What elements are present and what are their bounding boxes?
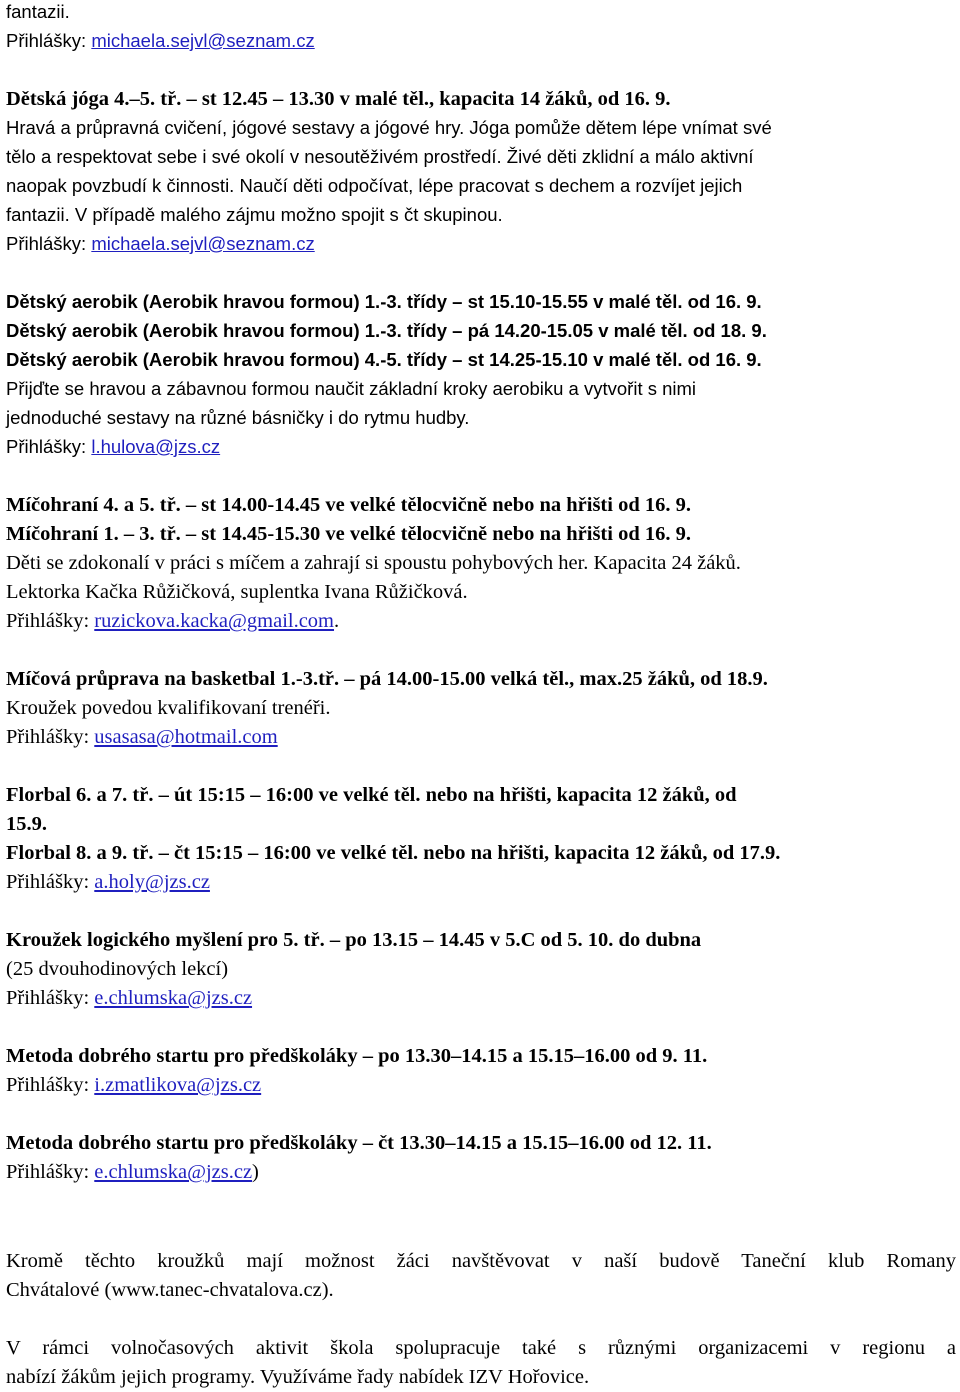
signup-line <box>6 29 315 53</box>
text-line: naopak povzbudí k činnosti. Naučí děti odpočívat, lépe pracovat s dechem a rozvíjet jejich <box>6 175 743 196</box>
signup-line <box>6 1073 261 1097</box>
signup-label: Přihlášky: <box>6 610 95 632</box>
signup-line <box>6 725 278 749</box>
text-line: Kroužek povedou kvalifikovaní trenéři. <box>6 697 331 719</box>
section-heading-florbal: 15.9. <box>6 813 47 835</box>
signup-line <box>6 609 339 633</box>
email-link[interactable]: e.chlumska@jzs.cz <box>94 987 253 1009</box>
email-link[interactable]: a.holy@jzs.cz <box>94 871 210 893</box>
signup-line <box>6 870 210 894</box>
signup-label: Přihlášky: <box>6 1074 95 1096</box>
text-line: Lektorka Kačka Růžičková, suplentka Ivana Růžičková. <box>6 581 468 603</box>
signup-line <box>6 986 252 1010</box>
text-line: Chvátalové (www.tanec-chvatalova.cz). <box>6 1279 334 1301</box>
email-link[interactable]: michaela.sejvl@seznam.cz <box>91 233 315 254</box>
email-link[interactable]: usasasa@hotmail.com <box>94 726 278 748</box>
email-link[interactable]: i.zmatlikova@jzs.cz <box>94 1074 262 1096</box>
text-line: fantazii. V případě malého zájmu možno spojit s čt skupinou. <box>6 204 503 225</box>
text-line: nabízí žákům jejich programy. Využíváme řady nabídek IZV Hořovice. <box>6 1366 590 1388</box>
section-heading-aerobic: Dětský aerobik (Aerobik hravou formou) 1.-3. třídy – st 15.10-15.55 v malé těl. od 16. 9. <box>6 291 762 312</box>
text-line: jednoduché sestavy na různé básničky i do rytmu hudby. <box>6 407 470 428</box>
text-line: V rámci volnočasových aktivit škola spolupracuje také s různými organizacemi v regionu a <box>6 1337 956 1359</box>
section-heading-basket: Míčová průprava na basketbal 1.-3.tř. – pá 14.00-15.00 velká těl., max.25 žáků, od 18.9. <box>6 668 768 690</box>
text-line: Děti se zdokonalí v práci s míčem a zahrají si spoustu pohybových her. Kapacita 24 žáků. <box>6 552 741 574</box>
section-heading-ball: Míčohraní 1. – 3. tř. – st 14.45-15.30 ve velké tělocvičně nebo na hřišti od 16. 9. <box>6 523 691 545</box>
section-heading-florbal: Florbal 8. a 9. tř. – čt 15:15 – 16:00 ve velké těl. nebo na hřišti, kapacita 12 žáků, od 17.9. <box>6 842 781 864</box>
email-link[interactable]: l.hulova@jzs.cz <box>91 436 221 457</box>
section-heading-ball: Míčohraní 4. a 5. tř. – st 14.00-14.45 ve velké tělocvičně nebo na hřišti od 16. 9. <box>6 494 691 516</box>
signup-label: Přihlášky: <box>6 726 95 748</box>
signup-label: Přihlášky: <box>6 30 92 51</box>
email-link[interactable]: michaela.sejvl@seznam.cz <box>91 30 315 51</box>
signup-label: Přihlášky: <box>6 436 92 457</box>
section-heading-yoga: Dětská jóga 4.–5. tř. – st 12.45 – 13.30 v malé těl., kapacita 14 žáků, od 16. 9. <box>6 88 671 110</box>
signup-line <box>6 435 220 459</box>
email-link[interactable]: ruzickova.kacka@gmail.com <box>94 610 335 632</box>
signup-label: Přihlášky: <box>6 233 92 254</box>
section-heading-aerobic: Dětský aerobik (Aerobik hravou formou) 4.-5. třídy – st 14.25-15.10 v malé těl. od 16. 9. <box>6 349 762 370</box>
signup-label: Přihlášky: <box>6 1161 95 1183</box>
section-heading-florbal: Florbal 6. a 7. tř. – út 15:15 – 16:00 ve velké těl. nebo na hřišti, kapacita 12 žáků, od <box>6 784 737 806</box>
signup-line <box>6 232 315 256</box>
email-link[interactable]: e.chlumska@jzs.cz <box>94 1161 253 1183</box>
text-line: Přijďte se hravou a zábavnou formou naučit základní kroky aerobiku a vytvořit s nimi <box>6 378 697 399</box>
signup-label: Přihlášky: <box>6 987 95 1009</box>
text-line: (25 dvouhodinových lekcí) <box>6 958 229 980</box>
signup-line <box>6 1160 259 1184</box>
signup-suffix: ) <box>252 1161 259 1183</box>
text-line: tělo a respektovat sebe i své okolí v nesoutěživém prostředí. Živé děti zklidní a málo aktivní <box>6 146 754 167</box>
text-line: fantazii. <box>6 1 70 22</box>
signup-label: Přihlášky: <box>6 871 95 893</box>
text-line: Hravá a průpravná cvičení, jógové sestavy a jógové hry. Jóga pomůže dětem lépe vnímat své <box>6 117 772 138</box>
text-line: Kromě těchto kroužků mají možnost žáci navštěvovat v naší budově Taneční klub Romany <box>6 1250 956 1272</box>
section-heading-logic: Kroužek logického myšlení pro 5. tř. – po 13.15 – 14.45 v 5.C od 5. 10. do dubna <box>6 929 702 951</box>
section-heading-aerobic: Dětský aerobik (Aerobik hravou formou) 1.-3. třídy – pá 14.20-15.05 v malé těl. od 18. 9. <box>6 320 767 341</box>
section-heading-metoda: Metoda dobrého startu pro předškoláky – čt 13.30–14.15 a 15.15–16.00 od 12. 11. <box>6 1132 712 1154</box>
section-heading-metoda: Metoda dobrého startu pro předškoláky – po 13.30–14.15 a 15.15–16.00 od 9. 11. <box>6 1045 708 1067</box>
signup-suffix: . <box>334 610 340 632</box>
